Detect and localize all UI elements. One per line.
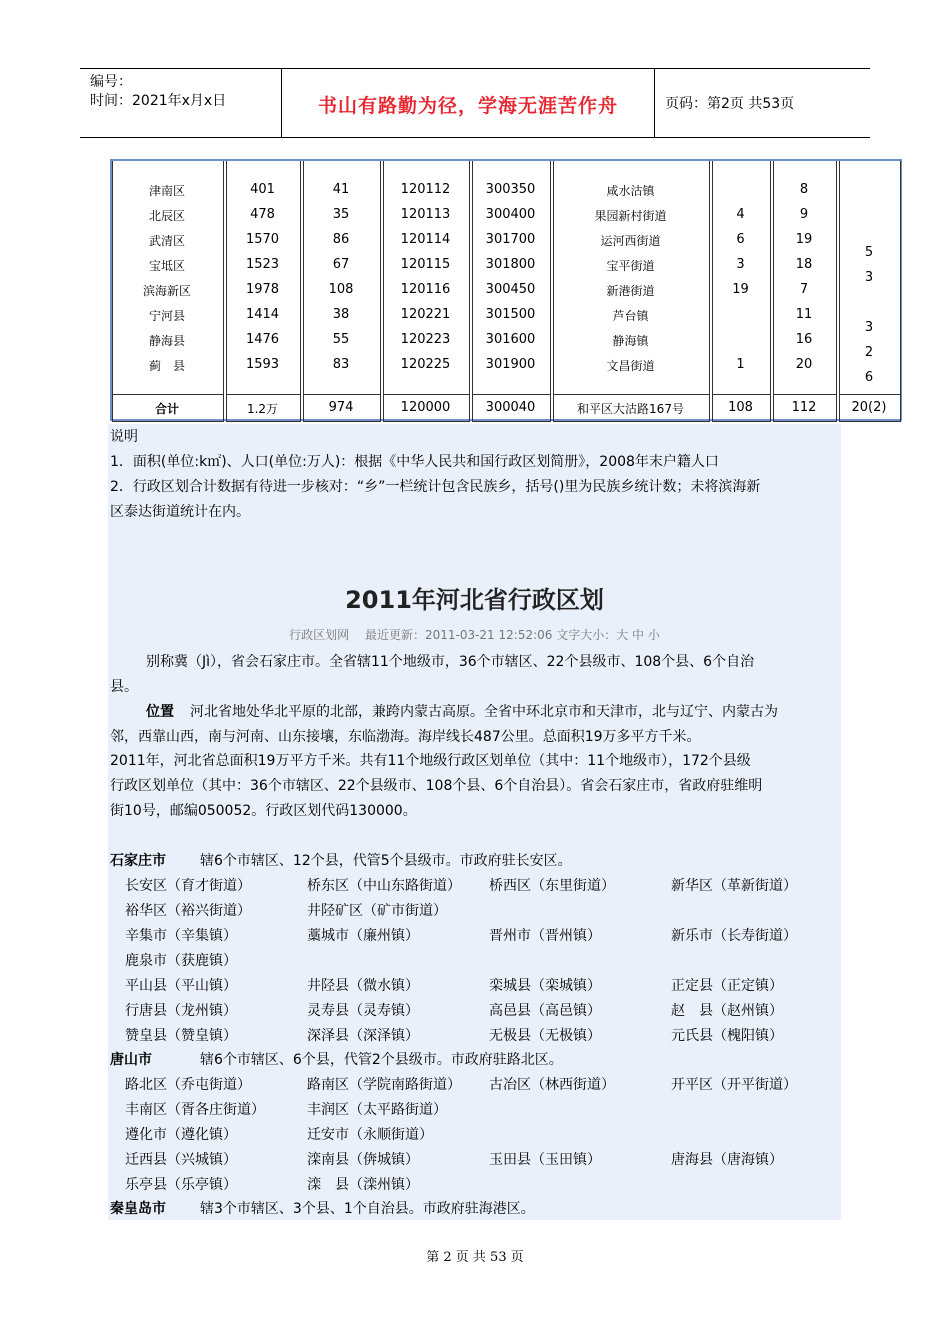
table-cell: 1570 <box>245 232 280 247</box>
table-cell: 20 <box>795 357 813 372</box>
table-cell: 301900 <box>485 357 536 372</box>
district-table <box>110 159 902 421</box>
table-cell: 67 <box>332 257 350 272</box>
table-cell: 300350 <box>485 182 536 197</box>
table-cell: 108 <box>328 282 354 297</box>
table-cell: 301500 <box>485 307 536 322</box>
city-name: 唐山市 <box>110 1052 152 1068</box>
county-entry: 开平区（开平街道） <box>671 1077 797 1093</box>
county-entry: 长安区（育才街道） <box>125 878 251 894</box>
article-title: 2011年河北省行政区划 <box>345 586 604 614</box>
article-meta: 行政区划网 最近更新：2011-03-21 12:52:06 文字大小：大 中 小 <box>289 628 660 642</box>
table-cell: 8 <box>799 182 809 197</box>
county-entry: 赵 县（赵州镇） <box>671 1003 783 1019</box>
county-entry: 无极县（无极镇） <box>489 1028 601 1044</box>
table-cell: 宝平街道 <box>606 259 655 273</box>
paragraph: 行政区划单位（其中：36个市辖区、22个县级市、108个县、6个自治县）。省会石家庄市，省政府驻维明 <box>110 778 763 794</box>
city-name: 秦皇岛市 <box>110 1201 166 1217</box>
county-entry: 唐海县（唐海镇） <box>671 1152 783 1168</box>
table-cell: 滨海新区 <box>142 284 191 298</box>
county-entry: 辛集市（辛集镇） <box>125 928 237 944</box>
table-cell: 19 <box>732 282 749 297</box>
county-entry: 晋州市（晋州镇） <box>489 928 601 944</box>
table-cell: 1978 <box>245 282 280 297</box>
table-cell: 1414 <box>245 307 280 322</box>
table-cell: 120114 <box>400 232 451 247</box>
paragraph: 街10号，邮编050052。行政区划代码130000。 <box>110 803 417 819</box>
table-cell: 1523 <box>245 257 280 272</box>
county-entry: 行唐县（龙州镇） <box>125 1003 237 1019</box>
table-cell: 401 <box>250 182 275 197</box>
table-cell: 1476 <box>245 332 280 347</box>
notes-title: 说明 <box>110 429 138 445</box>
header-divider <box>654 69 655 137</box>
paragraph: 邻，西靠山西，南与河南、山东接壤，东临渤海。海岸线长487公里。总面积19万多平方千米。 <box>110 729 701 745</box>
county-entry: 裕华区（裕兴街道） <box>125 903 251 919</box>
table-cell: 18 <box>795 257 813 272</box>
table-cell: 静海镇 <box>612 334 649 348</box>
table-cell: 19 <box>795 232 813 247</box>
table-cell: 6 <box>736 232 745 247</box>
paragraph: 别称冀（Jì），省会石家庄市。全省辖11个地级市，36个市辖区、22个县级市、108个县、6个自治 <box>146 654 755 670</box>
header-left <box>90 73 226 111</box>
county-entry: 元氏县（槐阳镇） <box>671 1028 783 1044</box>
county-entry: 藁城市（廉州镇） <box>307 928 419 944</box>
paragraph: 县。 <box>110 679 138 695</box>
table-cell: 86 <box>332 232 350 247</box>
table-cell: 120221 <box>400 307 451 322</box>
total-population: 974 <box>328 400 354 415</box>
county-entry: 栾城县（栾城镇） <box>489 978 601 994</box>
county-entry: 遵化市（遵化镇） <box>125 1127 237 1143</box>
table-cell: 120223 <box>400 332 451 347</box>
table-cell: 4 <box>736 207 745 222</box>
county-entry: 丰南区（胥各庄街道） <box>125 1102 265 1118</box>
table-cell: 7 <box>799 282 809 297</box>
paragraph: 2011年，河北省总面积19万平方千米。共有11个地级行政区划单位（其中：11个地级市），172个县级 <box>110 753 751 769</box>
county-entry: 井陉县（微水镇） <box>307 978 419 994</box>
total-area: 1.2万 <box>246 402 279 416</box>
county-entry: 鹿泉市（获鹿镇） <box>125 953 237 969</box>
table-cell: 120112 <box>400 182 451 197</box>
table-cell: 宝坻区 <box>148 259 185 273</box>
table-cell: 蓟 县 <box>148 359 185 373</box>
city-name: 石家庄市 <box>110 853 166 869</box>
county-entry: 滦 县（滦州镇） <box>307 1177 419 1193</box>
table-cell: 新港街道 <box>606 284 655 298</box>
table-cell: 咸水沽镇 <box>606 184 655 198</box>
city-description: 辖6个市辖区、12个县，代管5个县级市。市政府驻长安区。 <box>200 853 572 869</box>
table-cell: 芦台镇 <box>612 309 649 323</box>
table-cell: 静海县 <box>148 334 185 348</box>
county-entry: 高邑县（高邑镇） <box>489 1003 601 1019</box>
notes-line: 2．行政区划合计数据有待进一步核对：“乡”一栏统计包含民族乡，括号()里为民族乡统计数；未将滨海新 <box>110 479 761 495</box>
total-code: 120000 <box>400 400 451 415</box>
table-cell: 1 <box>736 357 745 372</box>
table-cell: 301600 <box>485 332 536 347</box>
county-entry: 平山县（平山镇） <box>125 978 237 994</box>
table-cell: 3 <box>864 320 874 335</box>
county-entry: 桥西区（东里街道） <box>489 878 615 894</box>
county-entry: 井陉矿区（矿市街道） <box>307 903 447 919</box>
total-seat: 和平区大沽路167号 <box>577 402 684 416</box>
county-entry: 新华区（革新街道） <box>671 878 797 894</box>
county-entry: 桥东区（中山东路街道） <box>307 878 461 894</box>
position-label: 位置 <box>146 704 174 720</box>
code-label: 编号： <box>90 74 132 90</box>
page-footer: 第 2 页 共 53 页 <box>426 1250 524 1265</box>
total-streets: 108 <box>728 400 753 415</box>
table-cell: 11 <box>795 307 813 322</box>
county-entry: 乐亭县（乐亭镇） <box>125 1177 237 1193</box>
county-entry: 迁西县（兴城镇） <box>125 1152 237 1168</box>
table-cell: 35 <box>332 207 350 222</box>
county-entry: 灵寿县（灵寿镇） <box>307 1003 419 1019</box>
table-cell: 300400 <box>485 207 536 222</box>
table-cell: 120116 <box>400 282 451 297</box>
table-cell: 120115 <box>400 257 451 272</box>
county-entry: 玉田县（玉田镇） <box>489 1152 601 1168</box>
table-cell: 武清区 <box>148 234 185 248</box>
total-towns: 112 <box>791 400 817 415</box>
table-cell: 9 <box>799 207 809 222</box>
total-postcode: 300040 <box>485 400 536 415</box>
table-cell: 北辰区 <box>148 209 185 223</box>
table-cell: 301700 <box>485 232 536 247</box>
table-cell: 83 <box>332 357 350 372</box>
city-description: 辖6个市辖区、6个县，代管2个县级市。市政府驻路北区。 <box>200 1052 563 1068</box>
county-entry: 路南区（学院南路街道） <box>307 1077 461 1093</box>
total-label: 合计 <box>154 402 179 416</box>
table-cell: 16 <box>795 332 813 347</box>
table-cell: 300450 <box>485 282 536 297</box>
table-cell: 478 <box>250 207 275 222</box>
table-cell: 运河西街道 <box>600 234 661 248</box>
time-label: 时间：2021年x月x日 <box>90 93 227 109</box>
table-cell: 38 <box>332 307 350 322</box>
paragraph: 河北省地处华北平原的北部，兼跨内蒙古高原。全省中环北京市和天津市，北与辽宁、内蒙古为 <box>190 704 778 720</box>
table-cell: 2 <box>864 345 874 360</box>
table-cell: 301800 <box>485 257 536 272</box>
county-entry: 迁安市（永顺街道） <box>307 1127 433 1143</box>
table-cell: 120113 <box>400 207 451 222</box>
table-cell: 津南区 <box>148 184 185 198</box>
table-cell: 5 <box>864 245 874 260</box>
header-motto: 书山有路勤为径，学海无涯苦作舟 <box>317 95 618 117</box>
table-cell: 55 <box>332 332 350 347</box>
table-cell: 宁河县 <box>148 309 185 323</box>
county-entry: 丰润区（太平路街道） <box>307 1102 447 1118</box>
table-cell: 6 <box>864 370 874 385</box>
total-townships: 20(2) <box>851 400 887 415</box>
table-cell: 3 <box>864 270 874 285</box>
table-cell: 果园新村街道 <box>594 209 667 223</box>
county-entry: 正定县（正定镇） <box>671 978 783 994</box>
document-header <box>80 68 870 138</box>
header-page-info: 页码：第2页 共53页 <box>665 96 795 112</box>
county-entry: 古冶区（林西街道） <box>489 1077 615 1093</box>
table-cell: 41 <box>332 182 350 197</box>
city-description: 辖3个市辖区、3个县、1个自治县。市政府驻海港区。 <box>200 1201 535 1217</box>
county-entry: 新乐市（长寿街道） <box>671 928 797 944</box>
table-cell: 120225 <box>400 357 451 372</box>
county-entry: 滦南县（倴城镇） <box>307 1152 419 1168</box>
notes-line: 区泰达街道统计在内。 <box>110 504 250 520</box>
table-cell: 1593 <box>245 357 280 372</box>
table-cell: 3 <box>736 257 745 272</box>
notes-line: 1．面积(单位:k㎡)、人口(单位:万人)：根据《中华人民共和国行政区划简册》，2008年末户籍人口 <box>110 454 719 470</box>
county-entry: 赞皇县（赞皇镇） <box>125 1028 237 1044</box>
table-cell: 文昌街道 <box>606 359 655 373</box>
county-entry: 深泽县（深泽镇） <box>307 1028 419 1044</box>
county-entry: 路北区（乔屯街道） <box>125 1077 251 1093</box>
